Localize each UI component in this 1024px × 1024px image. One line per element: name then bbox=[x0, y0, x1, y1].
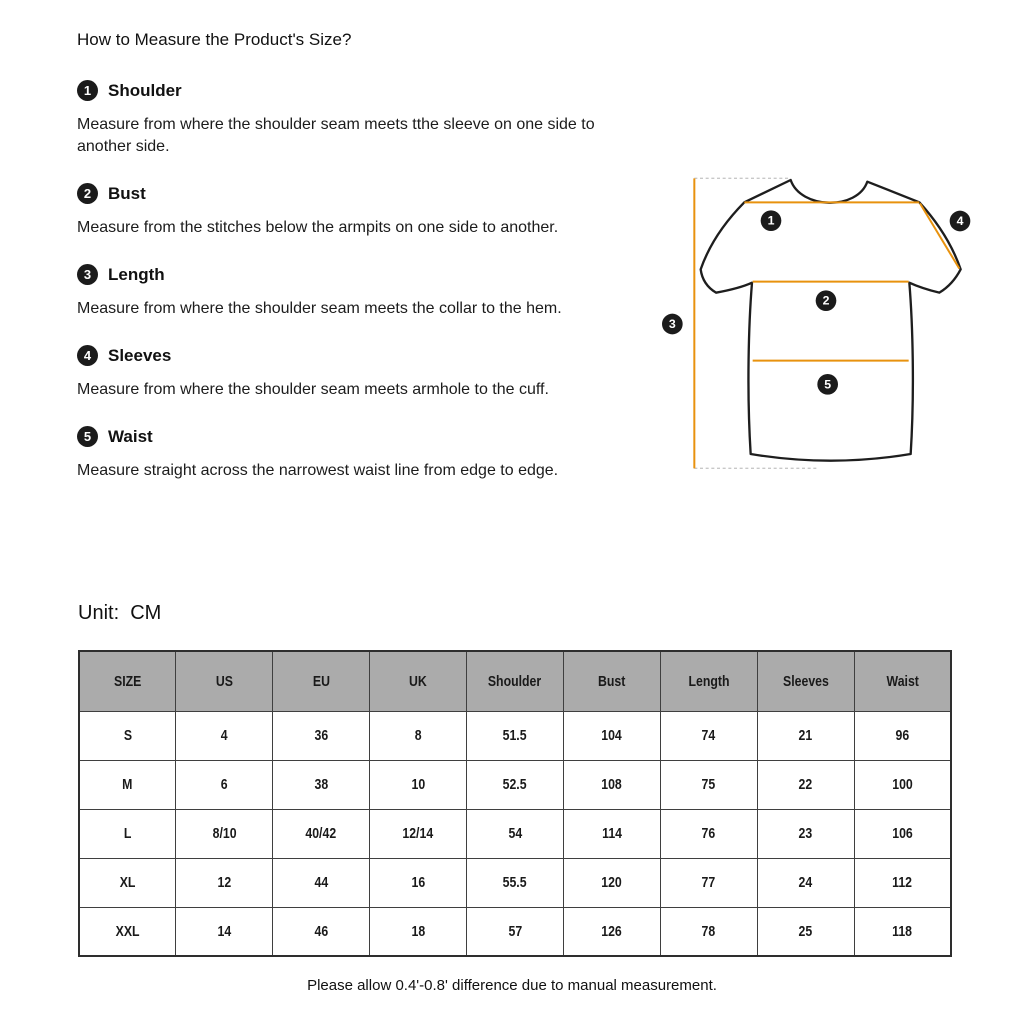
table-cell: 46 bbox=[273, 907, 370, 956]
diagram-marker-4 bbox=[950, 211, 971, 232]
instruction-label: Bust bbox=[108, 183, 146, 203]
table-cell: 12/14 bbox=[370, 809, 467, 858]
number-badge-3: 3 bbox=[77, 264, 98, 285]
instruction-sleeves bbox=[77, 345, 622, 401]
table-cell: 55.5 bbox=[467, 858, 564, 907]
instruction-description: Measure from the stitches below the armpits on one side to another. bbox=[77, 219, 559, 236]
instruction-description: Measure from where the shoulder seam meets tthe sleeve on one side to another side. bbox=[77, 116, 595, 155]
header-cell-waist: Waist bbox=[854, 651, 951, 711]
number-badge-5: 5 bbox=[77, 426, 98, 447]
instruction-description: Measure straight across the narrowest waist line from edge to edge. bbox=[77, 462, 559, 479]
instruction-length bbox=[77, 264, 622, 320]
svg-text:4: 4 bbox=[956, 214, 964, 228]
header-cell-us: US bbox=[176, 651, 273, 711]
instruction-heading bbox=[77, 426, 622, 447]
table-row-m bbox=[79, 760, 951, 809]
instruction-waist bbox=[77, 426, 622, 482]
number-badge-1: 1 bbox=[77, 80, 98, 101]
table-cell: 108 bbox=[563, 760, 660, 809]
number-badge-2: 2 bbox=[77, 183, 98, 204]
instruction-heading bbox=[77, 345, 622, 366]
instruction-label: Sleeves bbox=[108, 345, 172, 365]
instruction-label: Waist bbox=[108, 426, 153, 446]
table-cell: XL bbox=[79, 858, 176, 907]
size-chart-table bbox=[78, 650, 952, 957]
table-cell: 14 bbox=[176, 907, 273, 956]
header-cell-bust: Bust bbox=[563, 651, 660, 711]
table-cell: 52.5 bbox=[467, 760, 564, 809]
table-row-s bbox=[79, 711, 951, 760]
header-cell-eu: EU bbox=[273, 651, 370, 711]
diagram-marker-3 bbox=[662, 314, 683, 335]
header-cell-size: SIZE bbox=[79, 651, 176, 711]
table-cell: 74 bbox=[660, 711, 757, 760]
table-cell: XXL bbox=[79, 907, 176, 956]
table-cell: 23 bbox=[757, 809, 854, 858]
table-cell: 54 bbox=[467, 809, 564, 858]
table-cell: 51.5 bbox=[467, 711, 564, 760]
instruction-label: Shoulder bbox=[108, 80, 182, 100]
table-row-xxl bbox=[79, 907, 951, 956]
diagram-marker-2 bbox=[816, 290, 837, 311]
table-cell: 38 bbox=[273, 760, 370, 809]
table-cell: L bbox=[79, 809, 176, 858]
tshirt-outline bbox=[701, 180, 961, 461]
tshirt-diagram-svg bbox=[640, 150, 1024, 490]
table-cell: 112 bbox=[854, 858, 951, 907]
table-cell: 8/10 bbox=[176, 809, 273, 858]
table-cell: 44 bbox=[273, 858, 370, 907]
table-cell: 120 bbox=[563, 858, 660, 907]
table-cell: 77 bbox=[660, 858, 757, 907]
svg-text:5: 5 bbox=[824, 377, 832, 392]
table-cell: 22 bbox=[757, 760, 854, 809]
instruction-heading bbox=[77, 264, 622, 285]
instruction-heading bbox=[77, 80, 622, 101]
table-cell: 16 bbox=[370, 858, 467, 907]
header-cell-length: Length bbox=[660, 651, 757, 711]
size-table-header-row bbox=[79, 651, 951, 711]
table-cell: 57 bbox=[467, 907, 564, 956]
table-cell: 106 bbox=[854, 809, 951, 858]
table-cell: 4 bbox=[176, 711, 273, 760]
table-cell: 104 bbox=[563, 711, 660, 760]
instruction-heading bbox=[77, 183, 622, 204]
table-cell: 25 bbox=[757, 907, 854, 956]
header-cell-shoulder: Shoulder bbox=[467, 651, 564, 711]
svg-text:1: 1 bbox=[767, 213, 775, 228]
instruction-shoulder bbox=[77, 80, 622, 158]
table-cell: 114 bbox=[563, 809, 660, 858]
table-row-xl bbox=[79, 858, 951, 907]
instruction-description: Measure from where the shoulder seam meets the collar to the hem. bbox=[77, 300, 562, 317]
table-cell: 40/42 bbox=[273, 809, 370, 858]
unit-label: Unit: CM bbox=[78, 602, 162, 624]
measurement-instructions bbox=[77, 30, 622, 482]
table-cell: 6 bbox=[176, 760, 273, 809]
header-cell-uk: UK bbox=[370, 651, 467, 711]
table-cell: 126 bbox=[563, 907, 660, 956]
tshirt-measurement-diagram bbox=[640, 150, 1024, 490]
table-cell: 12 bbox=[176, 858, 273, 907]
table-row-l bbox=[79, 809, 951, 858]
table-cell: 18 bbox=[370, 907, 467, 956]
page-title: How to Measure the Product's Size? bbox=[77, 30, 352, 49]
diagram-marker-1 bbox=[761, 210, 782, 231]
table-cell: 21 bbox=[757, 711, 854, 760]
table-cell: 36 bbox=[273, 711, 370, 760]
table-cell: 76 bbox=[660, 809, 757, 858]
svg-text:2: 2 bbox=[822, 293, 830, 308]
svg-text:3: 3 bbox=[668, 317, 676, 331]
instruction-label: Length bbox=[108, 264, 165, 284]
number-badge-4: 4 bbox=[77, 345, 98, 366]
table-cell: S bbox=[79, 711, 176, 760]
table-cell: 78 bbox=[660, 907, 757, 956]
table-cell: 10 bbox=[370, 760, 467, 809]
table-cell: 75 bbox=[660, 760, 757, 809]
table-cell: 100 bbox=[854, 760, 951, 809]
instruction-description: Measure from where the shoulder seam meets armhole to the cuff. bbox=[77, 381, 549, 398]
table-cell: 24 bbox=[757, 858, 854, 907]
table-cell: 96 bbox=[854, 711, 951, 760]
instruction-bust bbox=[77, 183, 622, 239]
diagram-marker-5 bbox=[817, 374, 838, 395]
table-cell: 118 bbox=[854, 907, 951, 956]
measurement-disclaimer: Please allow 0.4'-0.8' difference due to manual measurement. bbox=[307, 977, 717, 994]
header-cell-sleeves: Sleeves bbox=[757, 651, 854, 711]
table-cell: 8 bbox=[370, 711, 467, 760]
table-cell: M bbox=[79, 760, 176, 809]
